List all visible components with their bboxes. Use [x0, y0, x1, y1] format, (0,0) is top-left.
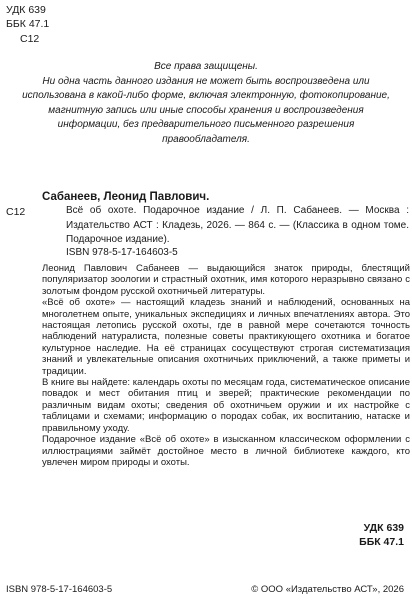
record-author: Сабанеев, Леонид Павлович.: [42, 191, 210, 203]
annotation-paragraph-1: Леонид Павлович Сабанеев — выдающийся знаток природы, блестящий популяризатор зоологии и страстный охотник, имя которого неразрывно связано с золотым фондом русской охотничьей литературы.: [42, 263, 410, 297]
author-code-header: С12: [20, 33, 40, 45]
bbk-header: ББК 47.1: [6, 18, 50, 30]
rights-notice: [20, 60, 392, 148]
bibliographic-description: Всё об охоте. Подарочное издание / Л. П. Сабанеев. — Москва : Издательство АСТ : Кладезь, 2026. — 864 с. — (Классика в одном томе. Подарочное издание).: [66, 205, 409, 245]
annotation-paragraph-2: «Всё об охоте» — настоящий кладезь знаний и наблюдений, основанных на многолетнем опыте, уникальных экспедициях и личных впечатлениях автора. Это настоящая летопись русской охоты, где в равной мере сочетаются точность наблюдений натуралиста, полезные советы практикующего охотника и богатое культурное наследие. На её страницах сосуществуют строгая систематизация знаний и увлекательные описания охотничьих приключений, а также приметы и традиции.: [42, 297, 410, 377]
footer-copyright: © ООО «Издательство АСТ», 2026: [251, 584, 404, 595]
rights-title: Все права защищены.: [154, 61, 258, 72]
rights-text: Ни одна часть данного издания не может быть воспроизведена или использована в какой-либо форме, включая электронную, фотокопирование, магнитную запись или иные способы хранения и воспроизведения информации, без предварительного письменного разрешения правообладателя.: [22, 75, 390, 145]
record-isbn: ISBN 978-5-17-164603-5: [66, 247, 178, 258]
annotation-paragraph-4: Подарочное издание «Всё об охоте» в изысканном классическом оформлении с иллюстрациями займёт достойное место в личной библиотеке каждого, кто увлечен миром природы и охоты.: [42, 434, 410, 468]
annotation: [42, 263, 410, 468]
bbk-code-right: ББК 47.1: [359, 536, 404, 548]
annotation-paragraph-3: В книге вы найдете: календарь охоты по месяцам года, систематическое описание повадок и мест обитания птиц и зверей; практические рекомендации по различным видам охоты; сведения об охотничьем оружии и их настройке с таблицами и схемами; информацию о породах собак, их воспитанию, натаске и правильному уходу.: [42, 377, 410, 434]
udk-code-right: УДК 639: [363, 522, 404, 534]
record-code: С12: [6, 206, 26, 218]
footer-isbn: ISBN 978-5-17-164603-5: [6, 584, 113, 595]
udk-header: УДК 639: [6, 4, 46, 16]
